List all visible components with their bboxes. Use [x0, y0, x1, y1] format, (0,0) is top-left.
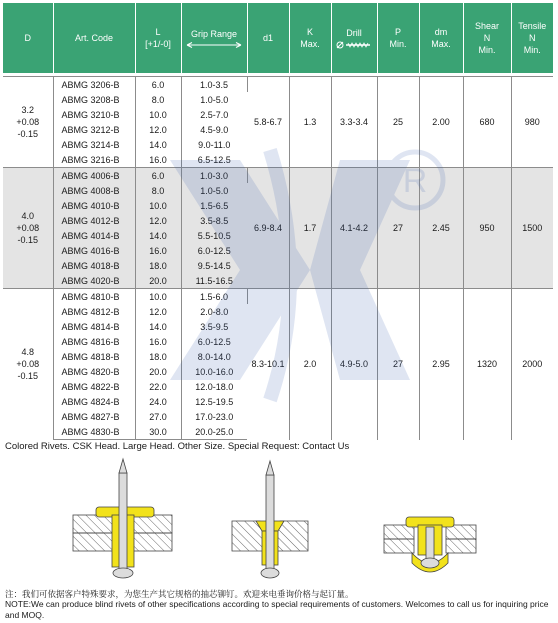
- header-tensile: Tensile N Min.: [511, 3, 553, 73]
- grip-range-cell: 1.0-5.0: [181, 183, 247, 198]
- grip-range-cell: 9.5-14.5: [181, 258, 247, 273]
- d1-cell: 8.3-10.1: [247, 289, 289, 440]
- grip-range-cell: 1.5-6.5: [181, 198, 247, 213]
- drill-cell: 4.1-4.2: [331, 168, 377, 289]
- grip-range-cell: 3.5-8.5: [181, 213, 247, 228]
- length-cell: 18.0: [135, 349, 181, 364]
- diameter-value: -0.15: [17, 371, 38, 382]
- table-row: [3, 289, 553, 305]
- size-group-3-2: [3, 77, 553, 168]
- grip-range-cell: 11.5-16.5: [181, 273, 247, 289]
- length-cell: 24.0: [135, 394, 181, 409]
- art-code-cell: ABMG 3216-B: [53, 152, 135, 168]
- shear-cell: 1320: [463, 289, 511, 440]
- grip-range-cell: 5.5-10.5: [181, 228, 247, 243]
- tensile-cell: 1500: [511, 168, 553, 289]
- shear-cell: 680: [463, 77, 511, 168]
- art-code-cell: ABMG 4810-B: [53, 289, 135, 305]
- length-cell: 20.0: [135, 273, 181, 289]
- grip-range-cell: 4.5-9.0: [181, 122, 247, 137]
- art-code-cell: ABMG 4816-B: [53, 334, 135, 349]
- art-code-cell: ABMG 4822-B: [53, 379, 135, 394]
- length-cell: 8.0: [135, 183, 181, 198]
- length-cell: 8.0: [135, 92, 181, 107]
- shear-cell: 950: [463, 168, 511, 289]
- tensile-cell: 980: [511, 77, 553, 168]
- k-max-cell: 1.7: [289, 168, 331, 289]
- drill-diameter-icon: [336, 41, 372, 49]
- header-shear: Shear N Min.: [463, 3, 511, 73]
- diameter-value: -0.15: [17, 129, 38, 139]
- table-row: [3, 168, 553, 184]
- length-cell: 16.0: [135, 152, 181, 168]
- chinese-note: 注：我们可依据客户特殊要求，为您生产其它规格的抽芯铆钉。欢迎来电垂询价格与起订量。: [5, 589, 354, 599]
- d1-cell: 5.8-6.7: [247, 77, 289, 168]
- art-code-cell: ABMG 4830-B: [53, 424, 135, 440]
- diameter-value: +0.08: [16, 359, 40, 370]
- length-cell: 16.0: [135, 334, 181, 349]
- header-length: L [+1/-0]: [135, 3, 181, 73]
- p-min-cell: 27: [377, 168, 419, 289]
- length-cell: 14.0: [135, 319, 181, 334]
- length-cell: 12.0: [135, 304, 181, 319]
- header-d1: d1: [247, 3, 289, 73]
- art-code-cell: ABMG 3210-B: [53, 107, 135, 122]
- table-row: [3, 77, 553, 93]
- grip-range-cell: 1.0-3.5: [181, 77, 247, 93]
- art-code-cell: ABMG 4016-B: [53, 243, 135, 258]
- grip-range-cell: 8.0-14.0: [181, 349, 247, 364]
- header-p: P Min.: [377, 3, 419, 73]
- d1-cell: 6.9-8.4: [247, 168, 289, 289]
- grip-range-cell: 20.0-25.0: [181, 424, 247, 440]
- length-cell: 27.0: [135, 409, 181, 424]
- diameter-value: +0.08: [16, 223, 40, 233]
- drill-cell: 3.3-3.4: [331, 77, 377, 168]
- grip-range-cell: 2.5-7.0: [181, 107, 247, 122]
- dm-max-cell: 2.00: [419, 77, 463, 168]
- diameter-value: -0.15: [17, 235, 38, 245]
- art-code-cell: ABMG 4820-B: [53, 364, 135, 379]
- header-dm: dm Max.: [419, 3, 463, 73]
- art-code-cell: ABMG 4006-B: [53, 168, 135, 184]
- length-cell: 6.0: [135, 168, 181, 184]
- grip-range-cell: 1.0-5.0: [181, 92, 247, 107]
- art-code-cell: ABMG 4020-B: [53, 273, 135, 289]
- length-cell: 22.0: [135, 379, 181, 394]
- diameter-value: 3.2: [21, 105, 34, 115]
- diameter-value: +0.08: [16, 117, 40, 127]
- grip-range-cell: 3.5-9.5: [181, 319, 247, 334]
- grip-range-cell: 1.5-6.0: [181, 289, 247, 305]
- p-min-cell: 25: [377, 77, 419, 168]
- table-header-row: [3, 3, 553, 73]
- grip-range-cell: 2.0-8.0: [181, 304, 247, 319]
- length-cell: 14.0: [135, 228, 181, 243]
- diameter-cell: [3, 168, 53, 289]
- grip-range-cell: 6.5-12.5: [181, 152, 247, 168]
- header-d: D: [3, 3, 53, 73]
- art-code-cell: ABMG 3208-B: [53, 92, 135, 107]
- csk-rivet-before-setting-icon: [232, 461, 308, 578]
- header-art-code: Art. Code: [53, 3, 135, 73]
- length-cell: 6.0: [135, 77, 181, 93]
- art-code-cell: ABMG 4827-B: [53, 409, 135, 424]
- art-code-cell: ABMG 4008-B: [53, 183, 135, 198]
- art-code-cell: ABMG 4010-B: [53, 198, 135, 213]
- diameter-cell: [3, 77, 53, 168]
- length-cell: 12.0: [135, 122, 181, 137]
- size-group-4-8: [3, 289, 553, 440]
- colored-rivets-note: Colored Rivets. CSK Head. Large Head. Other Size. Special Request: Contact Us: [5, 441, 350, 452]
- rivet-spec-table: [3, 3, 553, 440]
- diameter-value: 4.8: [21, 347, 34, 358]
- p-min-cell: 27: [377, 289, 419, 440]
- length-cell: 30.0: [135, 424, 181, 440]
- grip-range-cell: 9.0-11.0: [181, 137, 247, 152]
- length-cell: 16.0: [135, 243, 181, 258]
- length-cell: 10.0: [135, 198, 181, 213]
- dm-max-cell: 2.45: [419, 168, 463, 289]
- art-code-cell: ABMG 4818-B: [53, 349, 135, 364]
- header-drill: Drill: [331, 3, 377, 73]
- grip-range-cell: 10.0-16.0: [181, 364, 247, 379]
- length-cell: 10.0: [135, 289, 181, 305]
- grip-range-icon: [186, 42, 242, 48]
- header-k: K Max.: [289, 3, 331, 73]
- rivet-after-setting-icon: [384, 517, 476, 572]
- length-cell: 14.0: [135, 137, 181, 152]
- length-cell: 20.0: [135, 364, 181, 379]
- dm-max-cell: 2.95: [419, 289, 463, 440]
- art-code-cell: ABMG 4812-B: [53, 304, 135, 319]
- grip-range-cell: 6.0-12.5: [181, 243, 247, 258]
- grip-range-cell: 12.5-19.5: [181, 394, 247, 409]
- header-grip-range: Grip Range: [181, 3, 247, 73]
- grip-range-cell: 17.0-23.0: [181, 409, 247, 424]
- k-max-cell: 1.3: [289, 77, 331, 168]
- length-cell: 12.0: [135, 213, 181, 228]
- tensile-cell: 2000: [511, 289, 553, 440]
- art-code-cell: ABMG 3212-B: [53, 122, 135, 137]
- art-code-cell: ABMG 4018-B: [53, 258, 135, 273]
- diameter-cell: [3, 289, 53, 440]
- art-code-cell: ABMG 4814-B: [53, 319, 135, 334]
- art-code-cell: ABMG 4824-B: [53, 394, 135, 409]
- art-code-cell: ABMG 3214-B: [53, 137, 135, 152]
- grip-range-cell: 1.0-3.0: [181, 168, 247, 184]
- size-group-4-0: [3, 168, 553, 289]
- length-cell: 10.0: [135, 107, 181, 122]
- grip-range-cell: 6.0-12.5: [181, 334, 247, 349]
- art-code-cell: ABMG 3206-B: [53, 77, 135, 93]
- art-code-cell: ABMG 4012-B: [53, 213, 135, 228]
- length-cell: 18.0: [135, 258, 181, 273]
- rivet-illustrations: [0, 455, 558, 585]
- drill-cell: 4.9-5.0: [331, 289, 377, 440]
- art-code-cell: ABMG 4014-B: [53, 228, 135, 243]
- k-max-cell: 2.0: [289, 289, 331, 440]
- blind-rivet-before-setting-icon: [73, 459, 172, 578]
- diameter-value: 4.0: [21, 211, 34, 221]
- grip-range-cell: 12.0-18.0: [181, 379, 247, 394]
- english-note: NOTE:We can produce blind rivets of other specifications according to special requirements of customers. Welcomes to call us for inquiring price and MOQ.: [5, 599, 549, 620]
